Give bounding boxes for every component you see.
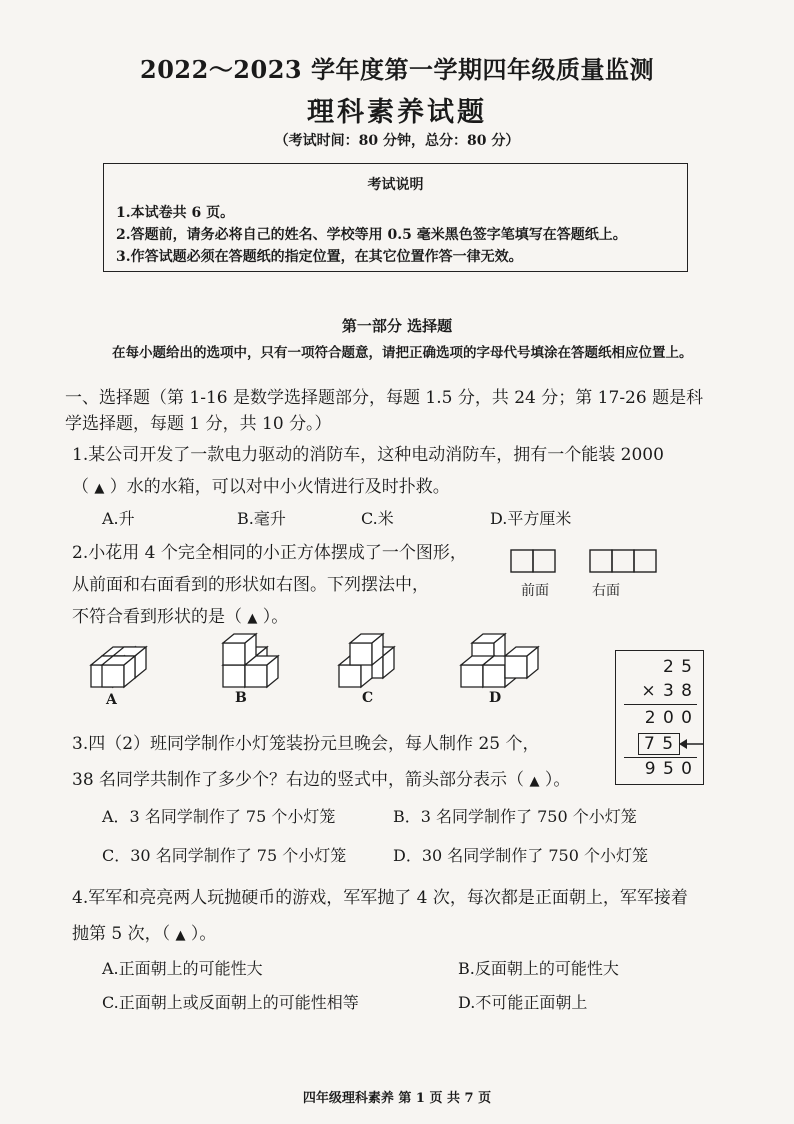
calc-line <box>624 757 697 758</box>
q2-text-line1: 2.小花用 4 个完全相同的小正方体摆成了一个图形， <box>72 543 467 563</box>
cube-figure-b <box>223 634 278 687</box>
q1-option-d: D.平方厘米 <box>490 509 572 528</box>
q2-cube-options <box>80 630 560 692</box>
q1-option-a: A.升 <box>102 509 135 528</box>
section1-heading-cont: 学选择题，每题 1 分，共 10 分。） <box>65 414 332 434</box>
q3-option-b: B．3 名同学制作了 750 个小灯笼 <box>393 807 637 826</box>
calc-line <box>624 704 697 705</box>
answer-marker: ▲ <box>94 481 105 496</box>
part1-title: 第一部分 选择题 <box>341 317 453 335</box>
right-view-label: 右面 <box>592 583 620 599</box>
exam-notice-box <box>103 163 688 272</box>
q3-text-line2: 38 名同学共制作了多少个？右边的竖式中，箭头部分表示（ ▲ ）。 <box>72 770 571 790</box>
answer-marker: ▲ <box>175 928 186 943</box>
q4-option-d: D.不可能正面朝上 <box>458 993 588 1012</box>
calc-highlight-box <box>638 733 680 755</box>
calc-row: 2 5 <box>662 657 693 677</box>
right-view-figure <box>590 550 656 572</box>
q2-text-line3: 不符合看到形状的是（ ▲ ）。 <box>72 607 289 627</box>
part1-instruction: 在每小题给出的选项中，只有一项符合题意，请把正确选项的字母代号填涂在答题纸相应位置上。 <box>112 345 693 361</box>
notice-item: 3.作答试题必须在答题纸的指定位置，在其它位置作答一律无效。 <box>116 249 523 265</box>
q4-text-line1: 4.军军和亮亮两人玩抛硬币的游戏，军军抛了 4 次，每次都是正面朝上，军军接着 <box>72 888 688 908</box>
calc-row: × 3 8 <box>641 681 693 701</box>
arrow-left-icon <box>678 736 704 752</box>
answer-marker: ▲ <box>529 774 540 789</box>
cube-option-b-label: B <box>235 690 247 706</box>
answer-marker: ▲ <box>247 611 258 626</box>
q4-option-c: C.正面朝上或反面朝上的可能性相等 <box>102 993 359 1012</box>
q1-text-line1: 1.某公司开发了一款电力驱动的消防车，这种电动消防车，拥有一个能装 2000 <box>72 445 664 465</box>
q1-option-b: B.毫升 <box>237 509 286 528</box>
q1-option-c: C.米 <box>361 509 394 528</box>
section1-heading-line1: 一、选择题（第 1-16 是数学选择题部分，每题 1.5 分，共 24 分；第 17-26 题是科 <box>65 388 704 408</box>
exam-title: 2022～2023 学年度第一学期四年级质量监测 <box>140 55 654 84</box>
cube-option-a-label: A <box>106 692 117 708</box>
exam-subtitle: 理科素养试题 <box>307 97 487 128</box>
front-view-figure <box>511 550 555 572</box>
cube-option-c-label: C <box>362 690 374 706</box>
q2-text-line2: 从前面和右面看到的形状如右图。下列摆法中， <box>72 575 429 595</box>
notice-item: 1.本试卷共 6 页。 <box>116 205 235 221</box>
notice-item: 2.答题前，请务必将自己的姓名、学校等用 0.5 毫米黑色签字笔填写在答题纸上。 <box>116 227 627 243</box>
notice-title: 考试说明 <box>367 177 424 193</box>
q3-option-a: A．3 名同学制作了 75 个小灯笼 <box>102 807 336 826</box>
q4-option-a: A.正面朝上的可能性大 <box>102 959 263 978</box>
cube-figure-a <box>91 647 146 687</box>
exam-time-info: （考试时间：80 分钟，总分：80 分） <box>274 133 520 149</box>
calc-row: 2 0 0 <box>644 708 693 728</box>
q1-text-line2: （ ▲ ）水的水箱，可以对中小火情进行及时扑救。 <box>72 477 450 497</box>
calc-row: 7 5 <box>644 734 675 754</box>
q3-option-c: C．30 名同学制作了 75 个小灯笼 <box>102 846 347 865</box>
q4-option-b: B.反面朝上的可能性大 <box>458 959 619 978</box>
cube-figure-d <box>461 634 538 687</box>
cube-option-d-label: D <box>489 690 502 706</box>
q4-text-line2: 抛第 5 次，（ ▲ ）。 <box>72 924 217 944</box>
q3-text-line1: 3.四（2）班同学制作小灯笼装扮元旦晚会，每人制作 25 个， <box>72 734 540 754</box>
front-view-label: 前面 <box>521 583 549 599</box>
q3-vertical-calc-box <box>615 650 704 785</box>
section1-heading <box>65 383 703 408</box>
calc-row: 9 5 0 <box>644 759 693 779</box>
cube-figure-c <box>339 634 394 687</box>
q3-option-d: D．30 名同学制作了 750 个小灯笼 <box>393 846 648 865</box>
page-footer: 四年级理科素养 第 1 页 共 7 页 <box>302 1091 492 1106</box>
